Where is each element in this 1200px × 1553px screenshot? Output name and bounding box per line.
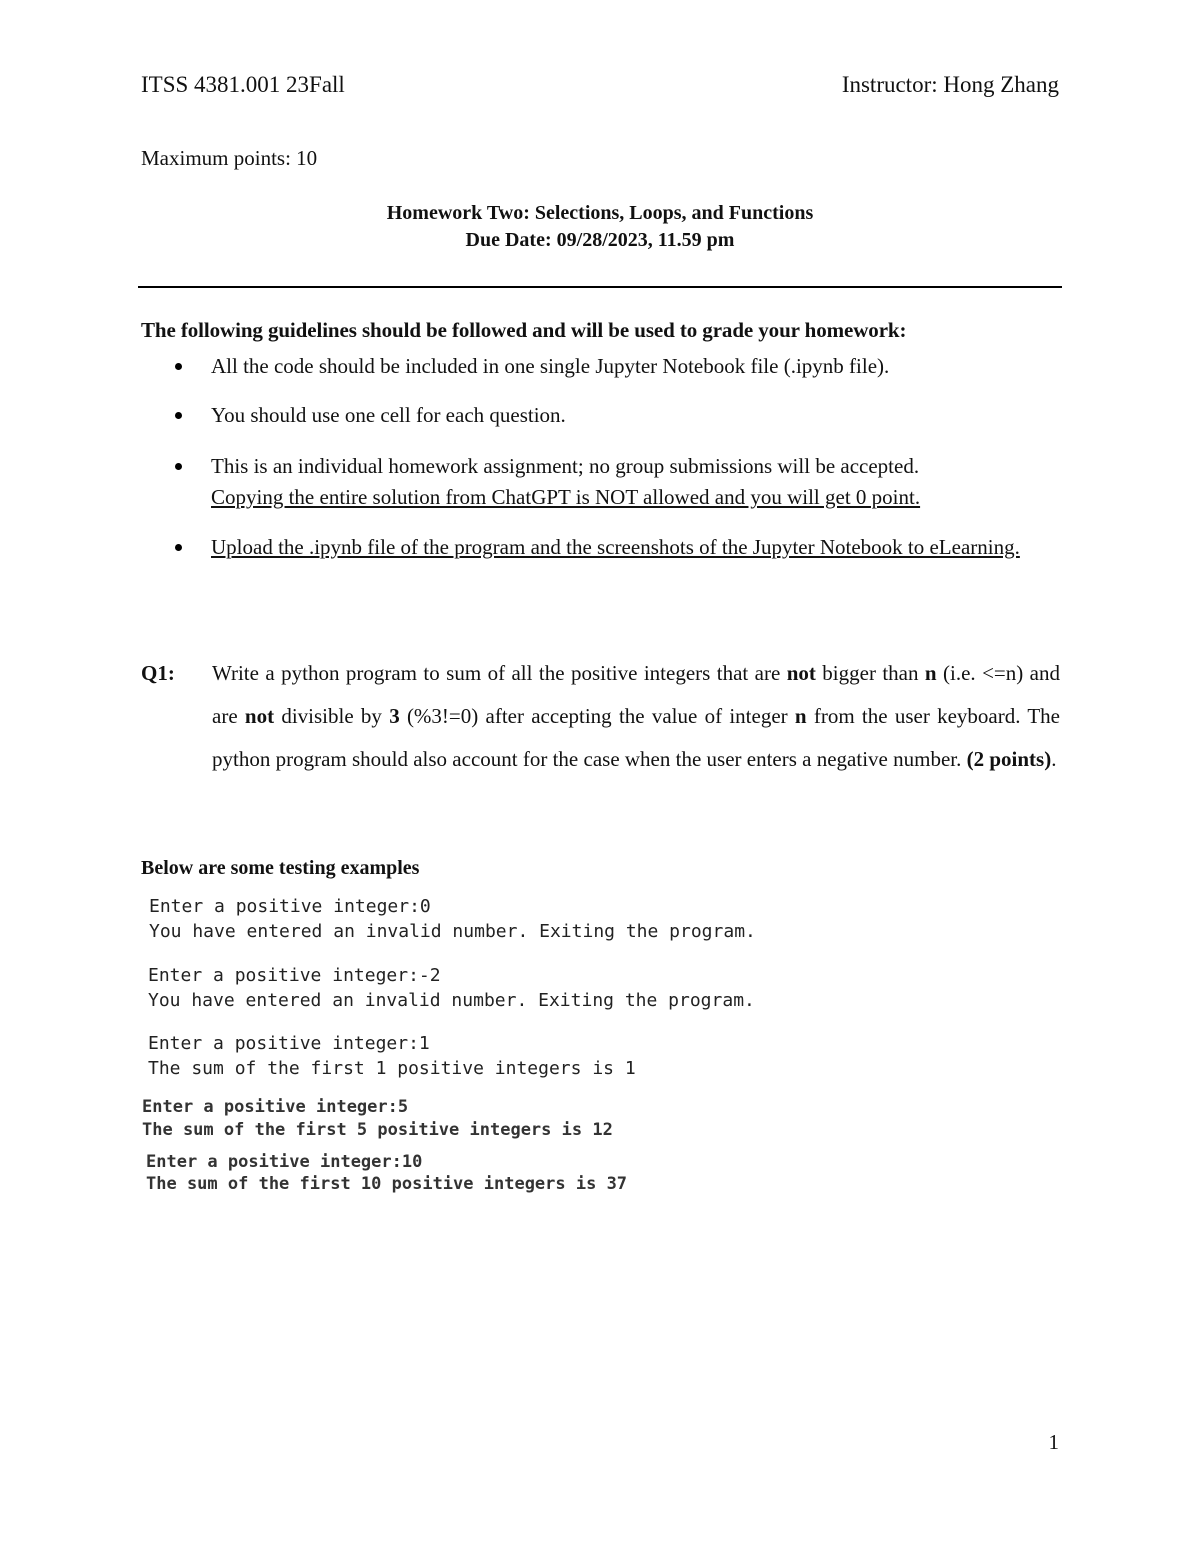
divider — [138, 286, 1062, 288]
question-text — [212, 652, 1060, 781]
bullet-icon — [175, 463, 182, 470]
question-bold: n — [794, 704, 807, 728]
example-output-line: The sum of the first 10 positive integers is 37 — [146, 1174, 628, 1194]
examples-heading: Below are some testing examples — [141, 857, 420, 879]
question-bold: (2 points) — [966, 747, 1052, 771]
question-bold: n — [924, 661, 937, 685]
page-number: 1 — [1048, 1430, 1059, 1454]
question-text-part: . — [1051, 747, 1057, 771]
question-bold: not — [786, 661, 816, 685]
question-text-part: (i.e. <=n) and are — [212, 661, 1060, 728]
guideline-text-plain: This is an individual homework assignment; no group submissions will be accepted. — [211, 454, 920, 478]
example-input-line: Enter a positive integer:1 — [148, 1033, 430, 1054]
bullet-icon — [175, 412, 182, 419]
example-input-line: Enter a positive integer:10 — [146, 1152, 423, 1172]
example-output-line: The sum of the first 5 positive integers is 12 — [142, 1120, 613, 1140]
question-text-part: from the user keyboard. The python program should also account for the case when the user enters a negative number. — [212, 704, 1060, 771]
homework-title: Homework Two: Selections, Loops, and Functions — [386, 202, 814, 224]
bullet-icon — [175, 544, 182, 551]
course-header: ITSS 4381.001 23Fall — [141, 72, 345, 97]
guideline-text-underlined: Upload the .ipynb file of the program and the screenshots of the Jupyter Notebook to eLearning. — [211, 535, 1020, 559]
question-label: Q1: — [141, 661, 175, 685]
example-output-line: You have entered an invalid number. Exiting the program. — [148, 990, 755, 1011]
guideline-text — [211, 451, 1061, 513]
instructor-header: Instructor: Hong Zhang — [841, 72, 1059, 97]
guideline-text: All the code should be included in one single Jupyter Notebook file (.ipynb file). — [211, 354, 890, 378]
example-output-line: You have entered an invalid number. Exiting the program. — [149, 921, 756, 942]
guidelines-heading: The following guidelines should be followed and will be used to grade your homework: — [141, 318, 907, 342]
example-input-line: Enter a positive integer:5 — [142, 1097, 409, 1117]
guideline-text-underlined: Copying the entire solution from ChatGPT is NOT allowed and you will get 0 point. — [211, 485, 921, 509]
max-points: Maximum points: 10 — [141, 146, 318, 170]
example-input-line: Enter a positive integer:0 — [149, 896, 431, 917]
bullet-icon — [175, 363, 182, 370]
question-text-part: bigger than — [815, 661, 925, 685]
example-output-line: The sum of the first 1 positive integers is 1 — [148, 1058, 636, 1079]
question-text-part: (%3!=0) after accepting the value of integer — [399, 704, 795, 728]
guideline-text: You should use one cell for each question. — [211, 403, 566, 427]
question-text-part: divisible by — [274, 704, 390, 728]
question-bold: 3 — [389, 704, 400, 728]
question-text-part: Write a python program to sum of all the positive integers that are — [212, 661, 787, 685]
example-input-line: Enter a positive integer:-2 — [148, 965, 441, 986]
question-bold: not — [244, 704, 275, 728]
due-date: Due Date: 09/28/2023, 11.59 pm — [465, 229, 735, 251]
